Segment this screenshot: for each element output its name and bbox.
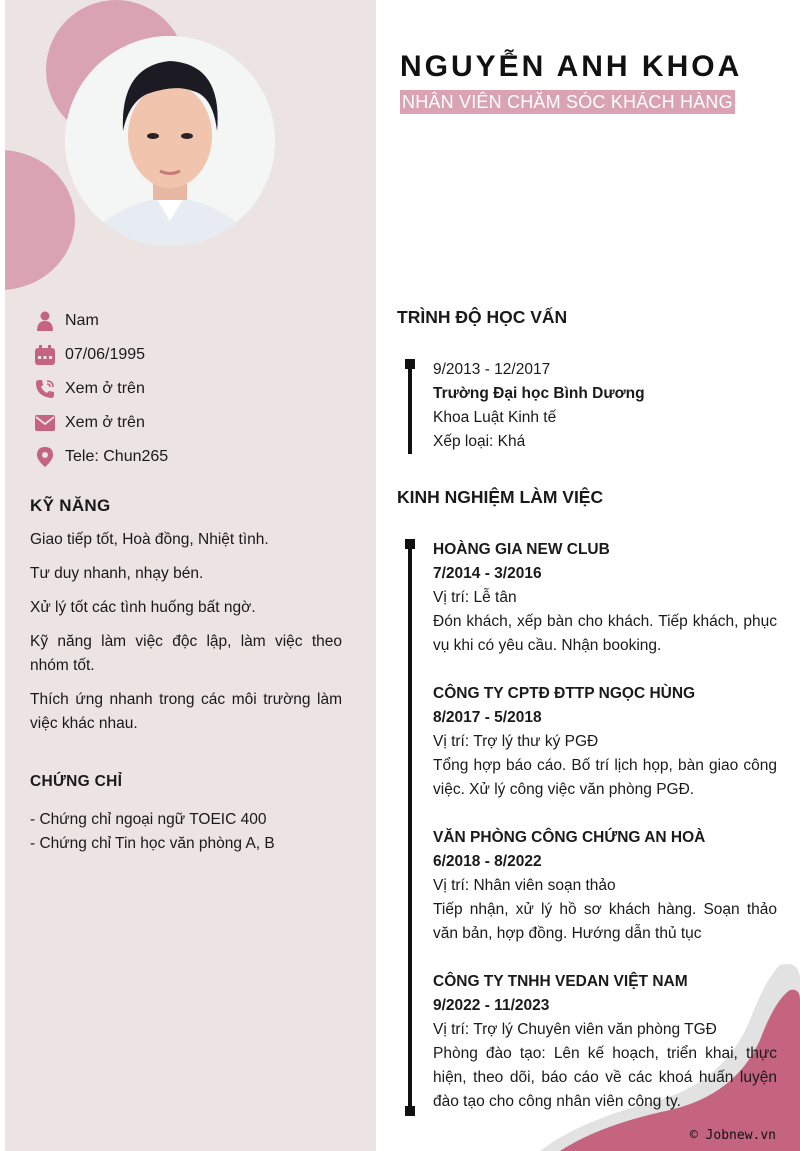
skill-item: Tư duy nhanh, nhạy bén. [30, 565, 204, 582]
timeline-line [408, 542, 412, 1114]
job-position: Vị trí: Trợ lý Chuyên viên văn phòng TGĐ [433, 1021, 717, 1038]
job-period: 9/2022 - 11/2023 [433, 997, 550, 1014]
contact-address [35, 440, 168, 474]
contact-email [35, 406, 168, 440]
user-icon [35, 311, 55, 331]
education-period: 9/2013 - 12/2017 [433, 361, 551, 378]
contact-gender [35, 304, 168, 338]
avatar [65, 36, 275, 246]
address-text: Tele: Chun265 [65, 448, 169, 465]
email-text: Xem ở trên [65, 414, 145, 431]
job-entry [433, 970, 777, 1114]
skill-item: Thích ứng nhanh trong các môi trường làm việc khác nhau. [30, 691, 342, 732]
job-title: NHÂN VIÊN CHĂM SÓC KHÁCH HÀNG [402, 92, 733, 112]
job-company: CÔNG TY TNHH VEDAN VIỆT NAM [433, 973, 688, 990]
job-entry [433, 538, 777, 658]
education-heading: TRÌNH ĐỘ HỌC VẤN [397, 307, 568, 327]
education-major: Khoa Luật Kinh tế [433, 409, 557, 426]
education-grade: Xếp loại: Khá [433, 433, 526, 450]
birthday-text: 07/06/1995 [65, 346, 146, 363]
job-entry [433, 826, 777, 946]
sidebar [5, 0, 376, 1151]
certificate-item: - Chứng chỉ ngoại ngữ TOEIC 400 [30, 811, 267, 828]
certificate-item: - Chứng chỉ Tin học văn phòng A, B [30, 835, 275, 852]
experience-heading: KINH NGHIỆM LÀM VIỆC [397, 487, 604, 507]
education-school: Trường Đại học Bình Dương [433, 385, 645, 402]
skills-section [30, 496, 342, 746]
skills-heading: KỸ NĂNG [30, 496, 111, 515]
job-period: 6/2018 - 8/2022 [433, 853, 542, 870]
phone-text: Xem ở trên [65, 380, 145, 397]
skill-item: Xử lý tốt các tình huống bất ngờ. [30, 599, 256, 616]
timeline-marker [405, 359, 415, 369]
job-entry [433, 682, 777, 802]
job-position: Vị trí: Nhân viên soạn thảo [433, 877, 616, 894]
location-pin-icon [35, 447, 55, 467]
certificates-heading: CHỨNG CHỈ [30, 773, 123, 790]
job-description: Tiếp nhận, xử lý hồ sơ khách hàng. Soạn thảo văn bản, hợp đồng. Hướng dẫn thủ tục [433, 901, 777, 942]
timeline-marker [405, 539, 415, 549]
job-description: Phòng đào tạo: Lên kế hoạch, triển khai, thực hiện, theo dõi, báo cáo về các khoá huấn luyện đào tạo cho công nhân viên công ty. [433, 1045, 777, 1110]
certificates-section [30, 770, 350, 856]
job-period: 8/2017 - 5/2018 [433, 709, 542, 726]
footer-brand: © Jobnew.vn [689, 1128, 776, 1143]
contact-phone [35, 372, 168, 406]
job-period: 7/2014 - 3/2016 [433, 565, 542, 582]
job-description: Tổng hợp báo cáo. Bố trí lịch họp, bàn giao công việc. Xử lý công việc văn phòng PGĐ. [433, 757, 777, 798]
gender-text: Nam [65, 312, 99, 329]
timeline-line [408, 362, 412, 454]
job-description: Đón khách, xếp bàn cho khách. Tiếp khách, phục vụ khi có yêu cầu. Nhận booking. [433, 613, 777, 654]
skill-item: Giao tiếp tốt, Hoà đồng, Nhiệt tình. [30, 531, 269, 548]
experience-list [433, 538, 777, 1114]
job-position: Vị trí: Trợ lý thư ký PGĐ [433, 733, 599, 750]
skill-item: Kỹ năng làm việc độc lập, làm việc theo nhóm tốt. [30, 633, 342, 674]
job-company: CÔNG TY CPTĐ ĐTTP NGỌC HÙNG [433, 685, 696, 702]
job-company: VĂN PHÒNG CÔNG CHỨNG AN HOÀ [433, 829, 706, 846]
timeline-marker [405, 1106, 415, 1116]
mail-icon [35, 413, 55, 433]
phone-icon [35, 379, 55, 399]
calendar-icon [35, 345, 55, 365]
contact-birthday [35, 338, 168, 372]
job-company: HOÀNG GIA NEW CLUB [433, 541, 610, 558]
candidate-name: NGUYỄN ANH KHOA [400, 50, 743, 83]
decor-circle [5, 150, 75, 290]
education-entry [433, 358, 645, 454]
job-position: Vị trí: Lễ tân [433, 589, 517, 606]
contact-info [35, 304, 168, 474]
